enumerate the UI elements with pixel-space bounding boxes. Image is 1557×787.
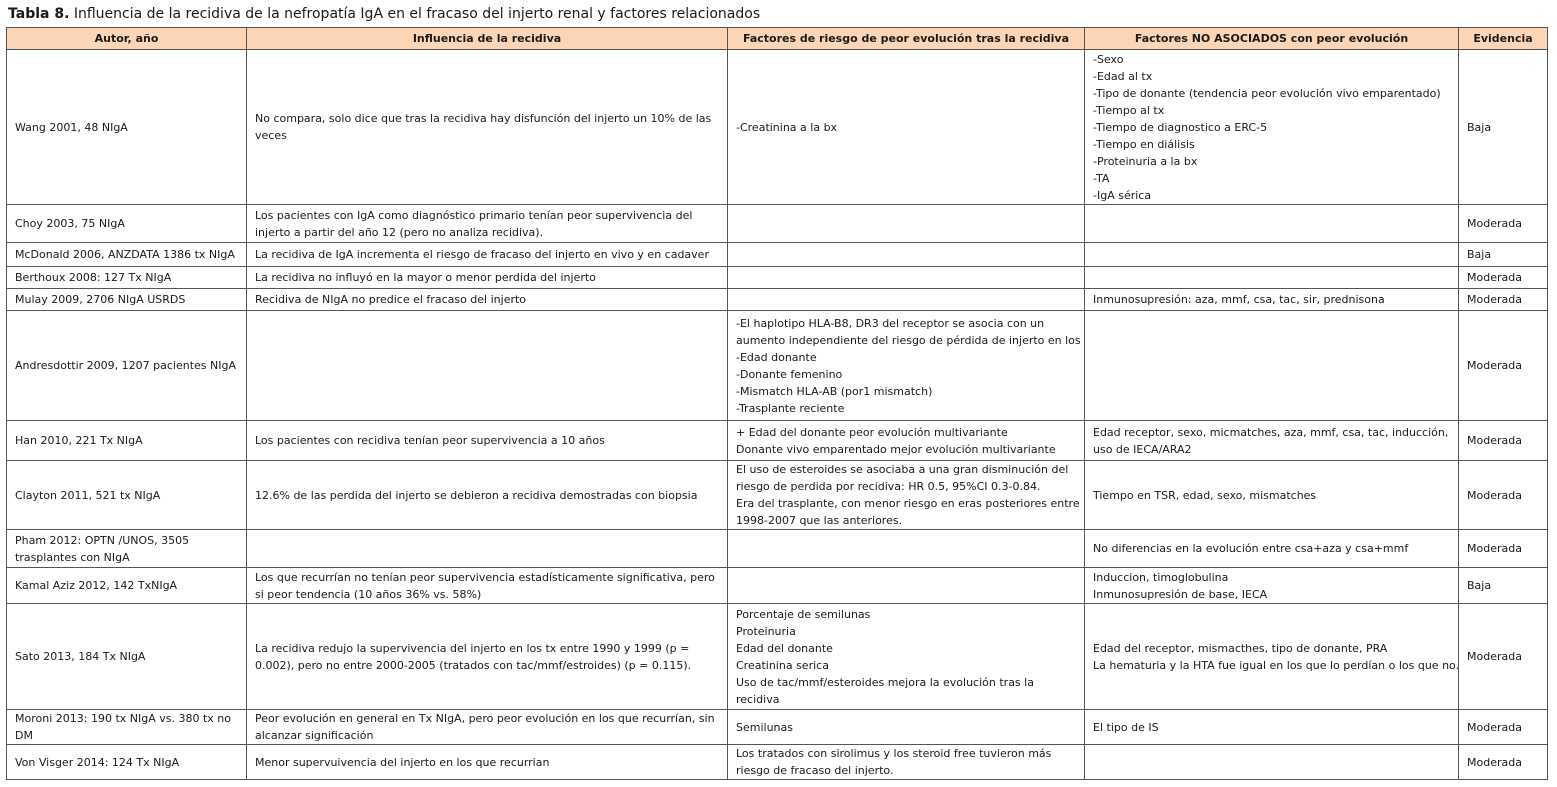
cell-risk-factors — [728, 289, 1085, 311]
cell-not-associated-line: -Tiempo en diálisis — [1093, 137, 1195, 151]
table-row — [7, 311, 1548, 421]
cell-not-associated-line: -Proteinuria a la bx — [1093, 154, 1198, 168]
cell-risk-factors — [728, 745, 1085, 780]
cell-influence: La recidiva redujo la supervivencia del injerto en los tx entre 1990 y 1999 (p = 0.002), pero no entre 2000-2005 (tratados con tac/mmf/estroides) (p = 0.115). — [247, 604, 728, 710]
header-row — [7, 28, 1548, 50]
cell-not-associated-line: -Tiempo al tx — [1093, 103, 1165, 117]
cell-not-associated — [1085, 205, 1459, 243]
header-influence: Influencia de la recidiva — [247, 28, 728, 50]
cell-author: Kamal Aziz 2012, 142 TxNIgA — [7, 568, 247, 604]
cell-not-associated — [1085, 289, 1459, 311]
cell-author: Mulay 2009, 2706 NIgA USRDS — [7, 289, 247, 311]
cell-not-associated-line: El tipo de IS — [1093, 720, 1159, 734]
cell-risk-factors-line: Los tratados con sirolimus y los steroid free tuvieron más — [736, 747, 1052, 760]
cell-risk-factors-line: -Trasplante reciente — [736, 401, 845, 415]
cell-evidence: Moderada — [1459, 710, 1548, 745]
cell-not-associated — [1085, 604, 1459, 710]
cell-evidence: Baja — [1459, 243, 1548, 267]
cell-author: Han 2010, 221 Tx NIgA — [7, 421, 247, 461]
cell-influence: Los pacientes con IgA como diagnóstico primario tenían peor supervivencia del injerto a partir del año 12 (pero no analiza recidiva). — [247, 205, 728, 243]
cell-not-associated — [1085, 530, 1459, 568]
cell-not-associated-line: Edad receptor, sexo, micmatches, aza, mmf, csa, tac, inducción, — [1093, 425, 1449, 439]
cell-influence: No compara, solo dice que tras la recidiva hay disfunción del injerto un 10% de las veces — [247, 50, 728, 205]
cell-author: Choy 2003, 75 NIgA — [7, 205, 247, 243]
header-evidence: Evidencia — [1459, 28, 1548, 50]
table-body — [7, 50, 1548, 780]
cell-not-associated — [1085, 745, 1459, 780]
cell-not-associated-line: -Edad al tx — [1093, 69, 1153, 83]
cell-not-associated-line: -Tipo de donante (tendencia peor evolución vivo emparentado) — [1093, 86, 1441, 100]
cell-evidence: Moderada — [1459, 461, 1548, 530]
cell-not-associated — [1085, 50, 1459, 205]
cell-not-associated-line: -IgA sérica — [1093, 188, 1152, 202]
table-row — [7, 604, 1548, 710]
cell-influence: Recidiva de NIgA no predice el fracaso del injerto — [247, 289, 728, 311]
cell-influence — [247, 311, 728, 421]
cell-evidence: Moderada — [1459, 267, 1548, 289]
cell-not-associated — [1085, 243, 1459, 267]
cell-risk-factors-line: + Edad del donante peor evolución multivariante — [736, 425, 1008, 439]
cell-not-associated — [1085, 568, 1459, 604]
cell-risk-factors — [728, 243, 1085, 267]
cell-risk-factors — [728, 604, 1085, 710]
cell-author: Sato 2013, 184 Tx NIgA — [7, 604, 247, 710]
cell-risk-factors-line: -Edad donante — [736, 350, 817, 364]
cell-risk-factors — [728, 311, 1085, 421]
cell-influence: Los que recurrían no tenían peor supervivencia estadísticamente significativa, pero si peor tendencia (10 años 36% vs. 58%) — [247, 568, 728, 604]
cell-not-associated-line: Edad del receptor, mismacthes, tipo de donante, PRA — [1093, 641, 1388, 655]
cell-evidence: Moderada — [1459, 745, 1548, 780]
cell-not-associated-line: Induccion, timoglobulina — [1093, 570, 1229, 584]
cell-risk-factors-line: Edad del donante — [736, 641, 833, 655]
cell-risk-factors-line: Porcentaje de semilunas — [736, 607, 871, 621]
cell-influence: Peor evolución en general en Tx NIgA, pero peor evolución en los que recurrían, sin alcanzar significación — [247, 710, 728, 745]
table-row — [7, 461, 1548, 530]
table-row — [7, 745, 1548, 780]
cell-influence: La recidiva no influyó en la mayor o menor perdida del injerto — [247, 267, 728, 289]
cell-risk-factors-line: 1998-2007 que las anteriores. — [736, 514, 903, 527]
cell-risk-factors-line: -El haplotipo HLA-B8, DR3 del receptor se asocia con un — [736, 316, 1045, 330]
cell-risk-factors-line: El uso de esteroides se asociaba a una gran disminución del — [736, 463, 1069, 476]
table-row — [7, 50, 1548, 205]
cell-not-associated-line: uso de IECA/ARA2 — [1093, 442, 1192, 456]
cell-influence: Los pacientes con recidiva tenían peor supervivencia a 10 años — [247, 421, 728, 461]
cell-not-associated-line: -Sexo — [1093, 52, 1124, 66]
table-row — [7, 267, 1548, 289]
cell-risk-factors-line: Uso de tac/mmf/esteroides mejora la evolución tras la — [736, 675, 1034, 689]
cell-risk-factors-line: Creatinina serica — [736, 658, 829, 672]
cell-risk-factors-line: -Creatinina a la bx — [736, 120, 838, 134]
cell-author: Andresdottir 2009, 1207 pacientes NIgA — [7, 311, 247, 421]
cell-influence: Menor supervuivencia del injerto en los que recurrian — [247, 745, 728, 780]
cell-not-associated-line: No diferencias en la evolución entre csa+aza y csa+mmf — [1093, 542, 1409, 555]
cell-risk-factors-line: -Donante femenino — [736, 367, 843, 381]
cell-risk-factors — [728, 568, 1085, 604]
table-row — [7, 243, 1548, 267]
cell-not-associated-line: Tiempo en TSR, edad, sexo, mismatches — [1093, 488, 1317, 502]
table-caption-text: Influencia de la recidiva de la nefropatía IgA en el fracaso del injerto renal y factores relacionados — [69, 6, 761, 22]
cell-author: Wang 2001, 48 NIgA — [7, 50, 247, 205]
cell-risk-factors-line: -Mismatch HLA-AB (por1 mismatch) — [736, 384, 933, 398]
cell-risk-factors — [728, 461, 1085, 530]
cell-author: Berthoux 2008: 127 Tx NIgA — [7, 267, 247, 289]
cell-evidence: Moderada — [1459, 205, 1548, 243]
header-author: Autor, año — [7, 28, 247, 50]
cell-not-associated — [1085, 311, 1459, 421]
cell-evidence: Moderada — [1459, 530, 1548, 568]
cell-risk-factors-line: Proteinuria — [736, 624, 796, 638]
table-row — [7, 568, 1548, 604]
table-row — [7, 205, 1548, 243]
table-caption-label: Tabla 8. — [8, 6, 70, 22]
cell-risk-factors-line: aumento independiente del riesgo de pérdida de injerto en los — [736, 333, 1081, 347]
table-row — [7, 289, 1548, 311]
cell-evidence: Moderada — [1459, 604, 1548, 710]
cell-author: Von Visger 2014: 124 Tx NIgA — [7, 745, 247, 780]
cell-risk-factors — [728, 530, 1085, 568]
cell-not-associated-line: -Tiempo de diagnostico a ERC-5 — [1093, 120, 1268, 134]
header-risk-factors: Factores de riesgo de peor evolución tras la recidiva — [728, 28, 1085, 50]
cell-risk-factors — [728, 267, 1085, 289]
cell-evidence: Moderada — [1459, 289, 1548, 311]
cell-author: McDonald 2006, ANZDATA 1386 tx NIgA — [7, 243, 247, 267]
cell-not-associated-line: Inmunosupresión: aza, mmf, csa, tac, sir, prednisona — [1093, 293, 1385, 306]
table-8 — [6, 27, 1548, 780]
cell-risk-factors-line: riesgo de perdida por recidiva: HR 0.5, 95%CI 0.3-0.84. — [736, 480, 1041, 493]
cell-author: Moroni 2013: 190 tx NIgA vs. 380 tx no DM — [7, 710, 247, 745]
cell-risk-factors — [728, 421, 1085, 461]
table-row — [7, 530, 1548, 568]
header-not-associated: Factores NO ASOCIADOS con peor evolución — [1085, 28, 1459, 50]
cell-not-associated-line: Inmunosupresión de base, IECA — [1093, 587, 1268, 601]
cell-evidence: Baja — [1459, 568, 1548, 604]
table-caption — [8, 4, 760, 24]
cell-not-associated-line: -TA — [1093, 171, 1110, 185]
cell-risk-factors — [728, 710, 1085, 745]
cell-risk-factors-line: riesgo de fracaso del injerto. — [736, 764, 894, 777]
cell-evidence: Moderada — [1459, 311, 1548, 421]
table-row — [7, 421, 1548, 461]
cell-influence: 12.6% de las perdida del injerto se debieron a recidiva demostradas con biopsia — [247, 461, 728, 530]
cell-not-associated-line: La hematuria y la HTA fue igual en los que lo perdían o los que no. — [1093, 658, 1460, 672]
cell-not-associated — [1085, 421, 1459, 461]
cell-risk-factors-line: recidiva — [736, 692, 780, 706]
cell-risk-factors — [728, 205, 1085, 243]
cell-risk-factors-line: Donante vivo emparentado mejor evolución multivariante — [736, 442, 1056, 456]
cell-risk-factors-line: Semilunas — [736, 720, 793, 734]
cell-evidence: Baja — [1459, 50, 1548, 205]
cell-risk-factors — [728, 50, 1085, 205]
cell-author: Clayton 2011, 521 tx NIgA — [7, 461, 247, 530]
cell-not-associated — [1085, 461, 1459, 530]
cell-influence: La recidiva de IgA incrementa el riesgo de fracaso del injerto en vivo y en cadaver — [247, 243, 728, 267]
cell-influence — [247, 530, 728, 568]
cell-not-associated — [1085, 710, 1459, 745]
cell-author: Pham 2012: OPTN /UNOS, 3505 trasplantes con NIgA — [7, 530, 247, 568]
cell-evidence: Moderada — [1459, 421, 1548, 461]
cell-not-associated — [1085, 267, 1459, 289]
table-row — [7, 710, 1548, 745]
cell-risk-factors-line: Era del trasplante, con menor riesgo en eras posteriores entre — [736, 497, 1080, 510]
